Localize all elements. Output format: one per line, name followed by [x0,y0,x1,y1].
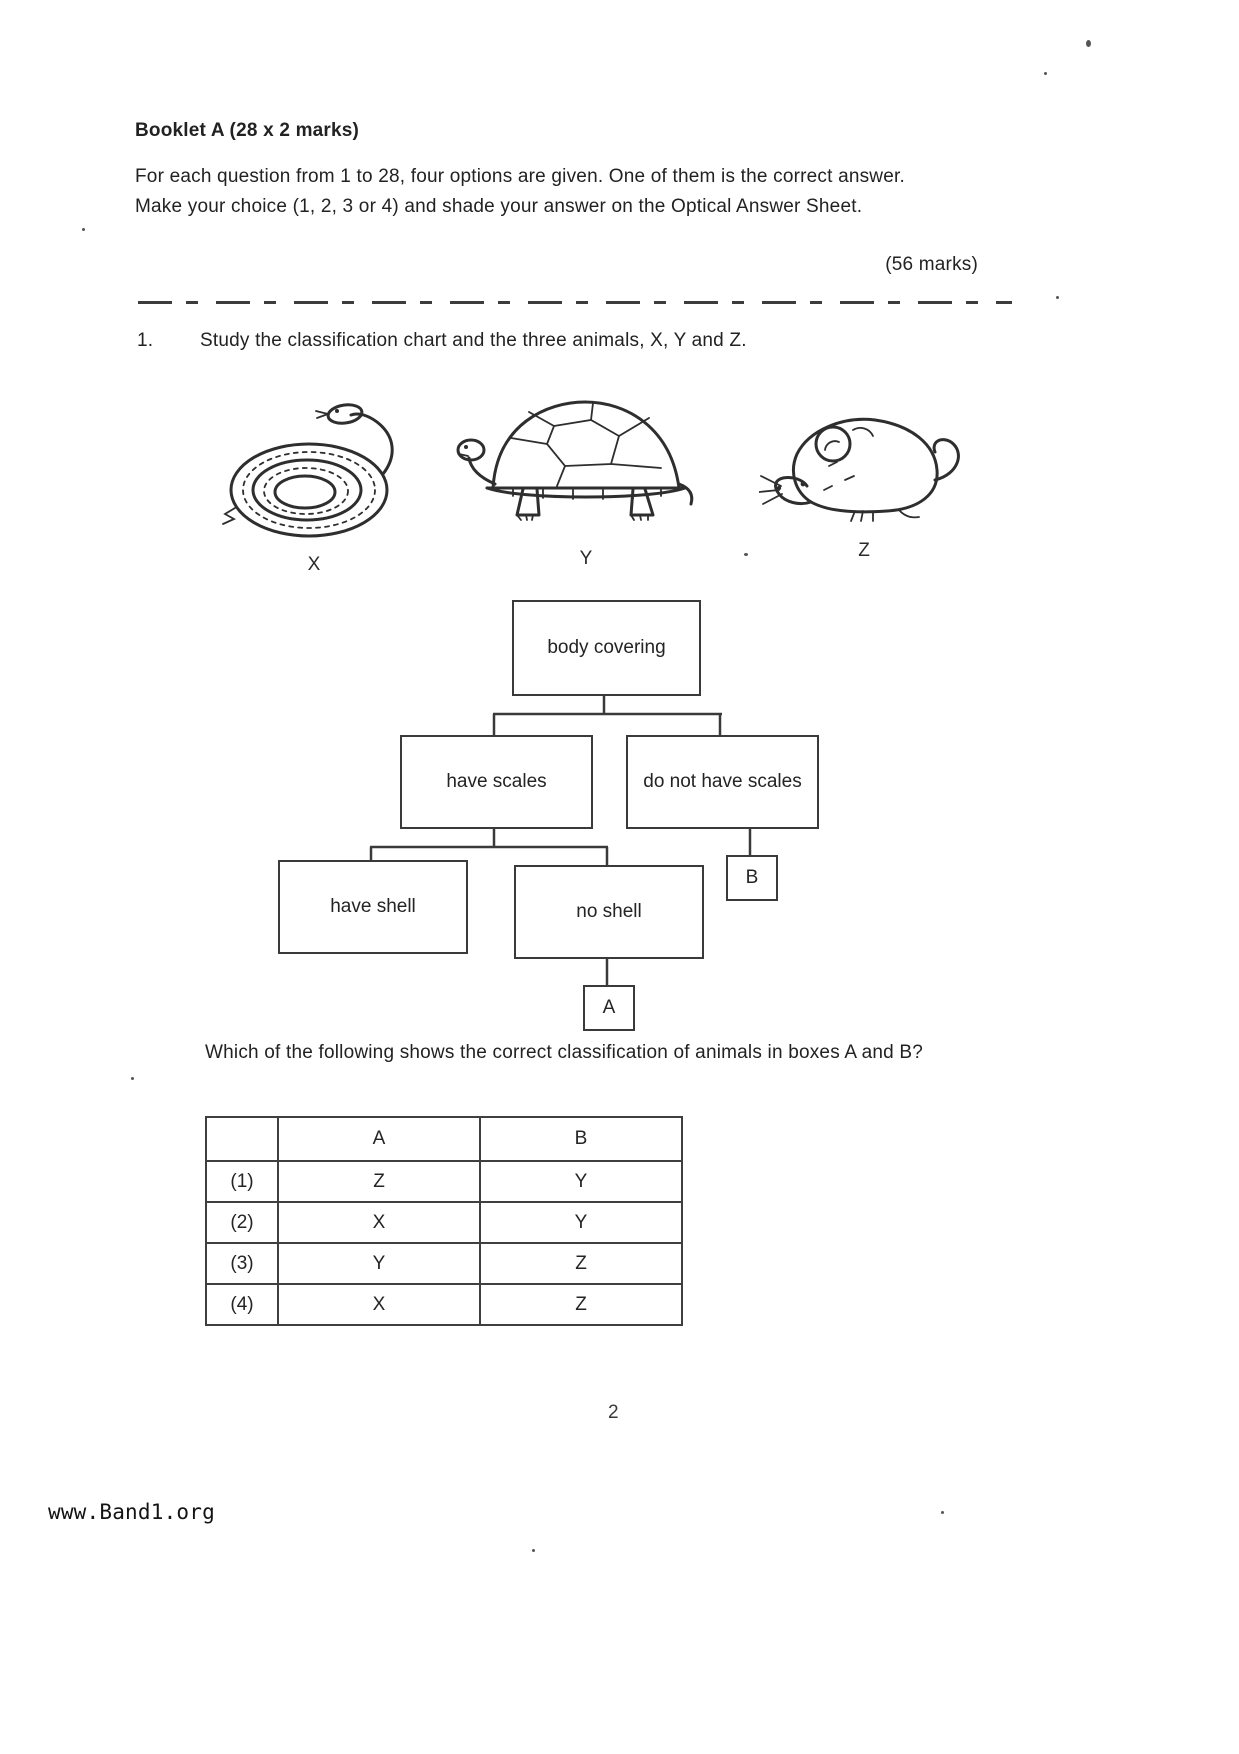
flowchart-box-no-shell: no shell [514,865,704,959]
option-value-a: X [278,1202,480,1243]
flowchart-box-do-not-have-scales: do not have scales [626,735,819,829]
flowchart-box-a: A [583,985,635,1031]
table-row [206,1202,682,1243]
option-label: (4) [206,1284,278,1325]
flowchart-box-have-shell: have shell [278,860,468,954]
scan-speck [82,228,85,231]
option-label: (2) [206,1202,278,1243]
animal-figure-y [450,376,722,570]
page-number: 2 [608,1402,619,1423]
option-value-a: Y [278,1243,480,1284]
table-row [206,1284,682,1325]
site-watermark: www.Band1.org [48,1500,215,1524]
table-header-row [206,1117,682,1161]
table-header-blank [206,1117,278,1161]
scan-speck [1086,40,1091,47]
booklet-title: Booklet A (28 x 2 marks) [135,120,360,141]
animal-figure-z [758,392,970,562]
option-label: (1) [206,1161,278,1202]
question-text: Which of the following shows the correct classification of animals in boxes A and B? [205,1042,924,1063]
scan-speck [1056,296,1059,299]
option-value-b: Y [480,1161,682,1202]
option-value-b: Z [480,1284,682,1325]
table-row [206,1161,682,1202]
section-divider [138,301,1012,304]
instructions-line-1: For each question from 1 to 28, four options are given. One of them is the correct answer. [135,166,905,187]
option-label: (3) [206,1243,278,1284]
scan-speck [131,1077,134,1080]
animal-label-z: Z [858,540,870,561]
scan-speck [941,1511,944,1514]
table-row [206,1243,682,1284]
instructions-line-2: Make your choice (1, 2, 3 or 4) and shade your answer on the Optical Answer Sheet. [135,196,863,217]
option-value-b: Y [480,1202,682,1243]
scan-speck [1044,72,1047,75]
table-header-a: A [278,1117,480,1161]
marks-total: (56 marks) [885,254,978,275]
flowchart-box-have-scales: have scales [400,735,593,829]
animal-figure-x [198,378,430,576]
flowchart-box-body-covering: body covering [512,600,701,696]
question-prompt: Study the classification chart and the three animals, X, Y and Z. [200,330,747,351]
table-header-b: B [480,1117,682,1161]
animal-label-x: X [307,554,321,575]
flowchart-box-b: B [726,855,778,901]
options-table [205,1116,683,1326]
option-value-a: X [278,1284,480,1325]
question-number: 1. [137,330,154,351]
tortoise-illustration [451,376,721,540]
option-value-a: Z [278,1161,480,1202]
option-value-b: Z [480,1243,682,1284]
scan-speck [744,553,748,556]
snake-illustration [199,378,429,546]
mouse-illustration [759,392,969,532]
scan-speck [532,1549,535,1552]
animal-label-y: Y [579,548,593,569]
